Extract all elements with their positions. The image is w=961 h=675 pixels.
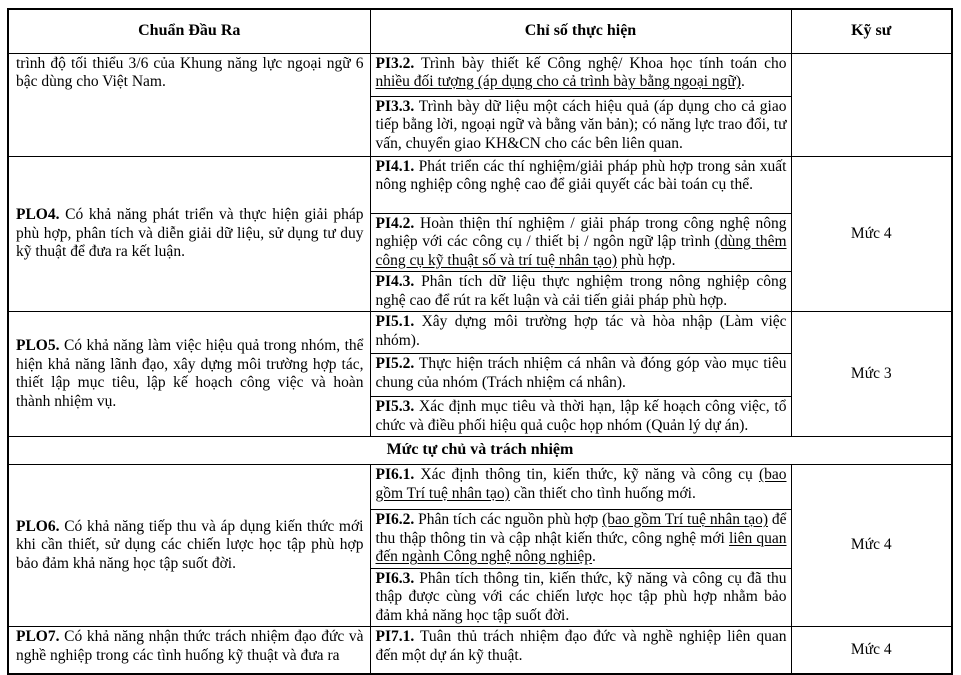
column-header-ky-su: Kỹ sư	[791, 9, 952, 53]
pi-label: PI6.3.	[375, 569, 415, 587]
pi-text: Xây dựng môi trường hợp tác và hòa nhập (Làm việc nhóm).	[375, 313, 787, 349]
header-row	[8, 9, 952, 53]
pi-cell-pi6-2	[370, 510, 791, 569]
table-row	[8, 465, 952, 510]
plo-text: trình độ tối thiểu 3/6 của Khung năng lực ngoại ngữ 6 bậc dùng cho Việt Nam.	[16, 54, 364, 90]
plo-text: Có khả năng làm việc hiệu quả trong nhóm, thể hiện khả năng lãnh đạo, xây dựng môi trường hợp tác, thiết lập mục tiêu, lập kế hoạch công việc và hoàn thành nhiệm vụ.	[16, 337, 364, 410]
pi-cell-pi6-3	[370, 568, 791, 627]
column-header-chi-so-thuc-hien: Chỉ số thực hiện	[370, 9, 791, 53]
pi-cell-pi4-3	[370, 272, 791, 312]
pi-label: PI5.1.	[375, 313, 415, 330]
table-row	[8, 437, 952, 465]
plo-label: PLO6.	[16, 517, 60, 535]
pi-label: PI4.2.	[375, 214, 415, 232]
pi-cell-pi5-1	[370, 312, 791, 354]
plo-cell-plo3-continued	[8, 53, 370, 156]
pi-cell-pi5-2	[370, 354, 791, 397]
level-cell-plo7: Mức 4	[791, 627, 952, 674]
level-cell-plo6: Mức 4	[791, 465, 952, 627]
plo-label: PLO4.	[16, 206, 60, 223]
pi-text: Trình bày dữ liệu một cách hiệu quả (áp dụng cho cả giao tiếp bằng lời, ngoại ngữ và bằng văn bản); có năng lực trao đổi, tư vấn, chuyển giao KH&CN cho các bên liên quan.	[375, 97, 787, 152]
plo-cell-plo4	[8, 156, 370, 312]
pi-text: Phân tích các nguồn phù hợp (bao gồm Trí tuệ nhân tạo) để thu thập thông tin và cập nhật kiến thức, công nghệ mới liên quan đến ngành Công nghệ nông nghiệp.	[375, 511, 787, 565]
table-row	[8, 156, 952, 213]
plo-text: Có khả năng phát triển và thực hiện giải pháp phù hợp, phân tích và diễn giải dữ liệu, sử dụng tư duy kỹ thuật để đưa ra kết luận.	[16, 206, 364, 260]
table-row	[8, 53, 952, 96]
pi-label: PI5.2.	[375, 355, 415, 372]
plo-text: Có khả năng nhận thức trách nhiệm đạo đức và nghề nghiệp trong các tình huống kỹ thuật và đưa ra	[16, 628, 364, 664]
level-cell-plo5: Mức 3	[791, 312, 952, 437]
pi-cell-pi3-2	[370, 53, 791, 96]
level-cell-plo4: Mức 4	[791, 156, 952, 312]
column-header-chuan-dau-ra: Chuẩn Đầu Ra	[8, 9, 370, 53]
table-row	[8, 312, 952, 354]
pi-label: PI7.1.	[375, 628, 415, 645]
table-row	[8, 627, 952, 674]
pi-label: PI6.2.	[375, 511, 415, 528]
outcomes-table	[7, 8, 953, 675]
pi-text: Phân tích dữ liệu thực nghiệm trong nông nghiệp công nghệ cao để rút ra kết luận và cải tiến giải pháp phù hợp.	[375, 273, 787, 309]
pi-text: Hoàn thiện thí nghiệm / giải pháp trong công nghệ nông nghiệp với các công cụ / thiết bị / ngôn ngữ lập trình (dùng thêm công cụ kỹ thuật số và trí tuệ nhân tạo) phù hợp.	[375, 214, 787, 269]
plo-label: PLO5.	[16, 337, 60, 354]
pi-text: Xác định mục tiêu và thời hạn, lập kế hoạch công việc, tổ chức và điều phối hiệu quả cuộc họp nhóm (Quản lý dự án).	[375, 398, 787, 434]
pi-text: Tuân thủ trách nhiệm đạo đức và nghề nghiệp liên quan đến một dự án kỹ thuật.	[375, 628, 787, 664]
pi-cell-pi3-3	[370, 96, 791, 156]
pi-text: Thực hiện trách nhiệm cá nhân và đóng góp vào mục tiêu chung của nhóm (Trách nhiệm cá nhân).	[375, 355, 787, 391]
plo-cell-plo6	[8, 465, 370, 627]
pi-cell-pi7-1	[370, 627, 791, 674]
pi-text: Trình bày thiết kế Công nghệ/ Khoa học tính toán cho nhiều đối tượng (áp dụng cho cả trình bày bằng ngoại ngữ).	[375, 54, 787, 90]
plo-cell-plo7	[8, 627, 370, 674]
plo-text: Có khả năng tiếp thu và áp dụng kiến thức mới khi cần thiết, sử dụng các chiến lược học tập phù hợp bảo đảm khả năng học tập suốt đời.	[16, 517, 364, 572]
pi-cell-pi4-1	[370, 156, 791, 213]
section-header: Mức tự chủ và trách nhiệm	[8, 437, 952, 465]
pi-cell-pi4-2	[370, 213, 791, 272]
pi-label: PI3.3.	[375, 97, 415, 115]
pi-label: PI6.1.	[375, 466, 415, 483]
pi-cell-pi5-3	[370, 397, 791, 437]
pi-cell-pi6-1	[370, 465, 791, 510]
plo-label: PLO7.	[16, 628, 60, 645]
pi-label: PI4.1.	[375, 157, 415, 175]
pi-label: PI4.3.	[375, 273, 415, 290]
pi-label: PI5.3.	[375, 398, 415, 415]
level-cell-plo3	[791, 53, 952, 156]
pi-label: PI3.2.	[375, 54, 415, 72]
pi-text: Phát triển các thí nghiệm/giải pháp phù hợp trong sản xuất nông nghiệp công nghệ cao để giải quyết các bài toán cụ thể.	[375, 157, 787, 193]
pi-text: Phân tích thông tin, kiến thức, kỹ năng và công cụ đã thu thập được cùng với các chiến lược học tập phù hợp nhằm bảo đảm khả năng học tập suốt đời.	[375, 569, 787, 624]
pi-text: Xác định thông tin, kiến thức, kỹ năng và công cụ (bao gồm Trí tuệ nhân tạo) cần thiết cho tình huống mới.	[375, 466, 787, 502]
plo-cell-plo5	[8, 312, 370, 437]
